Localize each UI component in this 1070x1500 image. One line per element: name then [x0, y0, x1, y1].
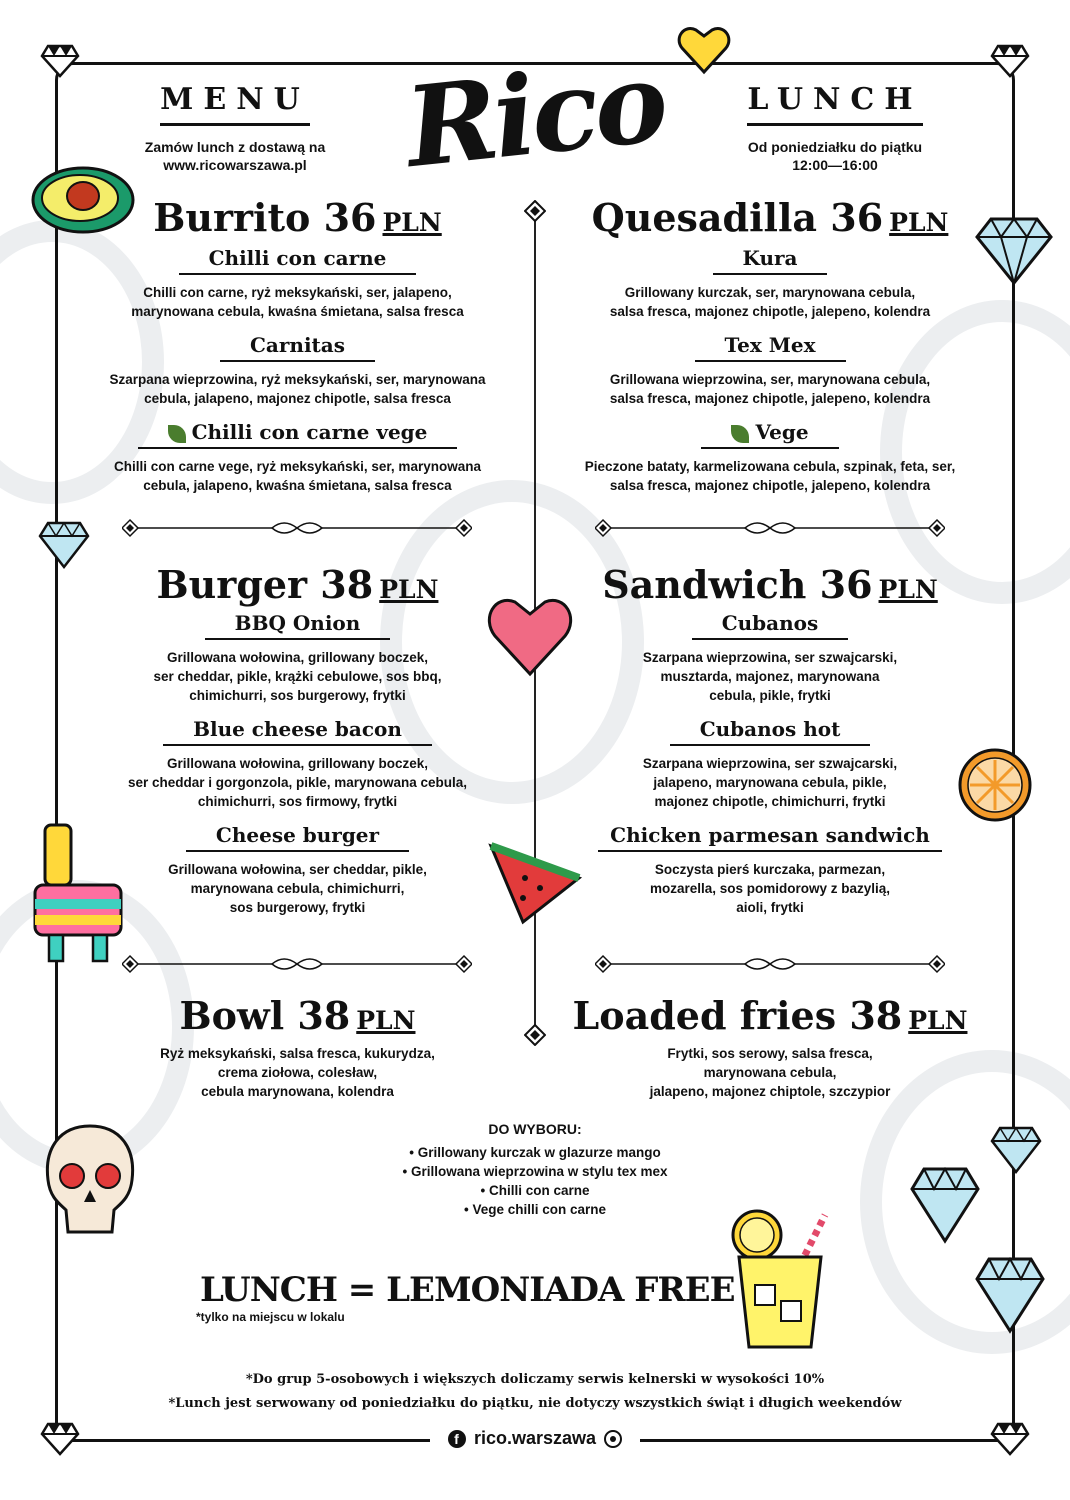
item-description: Grillowana wieprzowina, ser, marynowana cebula, salsa fresca, majonez chipotle, jalepeno, kolendra — [609, 372, 931, 406]
promo-title: LUNCH = LEMONIADA FREE — [200, 1270, 735, 1310]
item-name: Chilli con carne — [179, 246, 417, 275]
item-name: Carnitas — [220, 333, 375, 362]
item-description: Szarpana wieprzowina, ser szwajcarski, jalapeno, marynowana cebula, pikle, majonez chipotle, chimichurri, frytki — [642, 756, 898, 809]
promo-note: *tylko na miejscu w lokalu — [196, 1310, 345, 1324]
facebook-icon[interactable]: f — [448, 1430, 466, 1448]
days-text: Od poniedziałku do piątku — [747, 139, 923, 155]
choice-option: • Vege chilli con carne — [463, 1202, 607, 1217]
section-title: Burrito 36 PLN — [153, 195, 442, 240]
diamond-icon — [990, 1420, 1030, 1458]
section-quesadilla — [545, 195, 995, 495]
section-loaded-fries — [545, 993, 995, 1101]
item-name: Blue cheese bacon — [163, 717, 432, 746]
item-description: Szarpana wieprzowina, ser szwajcarski, musztarda, majonez, marynowana cebula, pikle, frytki — [642, 650, 898, 703]
choice-option: • Grillowana wieprzowina w stylu tex mex — [402, 1164, 668, 1179]
section-sandwich — [545, 562, 995, 917]
item-description: Soczysta pierś kurczaka, parmezan, mozarella, sos pomidorowy z bazylią, aioli, frytki — [649, 862, 891, 915]
choice-heading: DO WYBORU: — [488, 1121, 582, 1137]
section-title: Quesadilla 36 PLN — [591, 195, 949, 240]
yellow-heart-icon — [676, 22, 732, 78]
item-name: Cheese burger — [186, 823, 409, 852]
diamond-icon — [40, 42, 80, 80]
watermelon-icon — [485, 838, 585, 928]
blue-diamond-icon — [990, 1125, 1042, 1175]
header-right — [715, 82, 955, 174]
blue-diamond-icon — [975, 1255, 1045, 1335]
item-description: Grillowany kurczak, ser, marynowana cebula, salsa fresca, majonez chipotle, jalepeno, kolendra — [609, 285, 931, 319]
item-description: Grillowana wołowina, grillowany boczek, ser cheddar i gorgonzola, pikle, marynowana cebula, chimichurri, sos firmowy, frytki — [127, 756, 468, 809]
diamond-icon — [40, 1420, 80, 1458]
ornament-divider — [595, 954, 945, 974]
footnote-service-charge: *Do grup 5-osobowych i większych doliczamy serwis kelnerski w wysokości 10% — [245, 1372, 825, 1387]
item-name: Tex Mex — [695, 333, 846, 362]
sugar-skull-icon — [40, 1120, 140, 1240]
section-title: Bowl 38 PLN — [179, 993, 416, 1038]
choice-option: • Grillowany kurczak w glazurze mango — [409, 1145, 661, 1160]
blue-diamond-icon — [38, 520, 90, 570]
item-name: Cubanos hot — [670, 717, 871, 746]
orange-slice-icon — [955, 745, 1035, 825]
instagram-icon[interactable] — [604, 1430, 622, 1448]
section-title: Loaded fries 38 PLN — [572, 993, 968, 1038]
item-description: Grillowana wołowina, ser cheddar, pikle, marynowana cebula, chimichurri, sos burgerowy, frytki — [168, 862, 427, 915]
item-name: Kura — [713, 246, 828, 275]
social-bar — [430, 1428, 640, 1454]
choice-list — [335, 1120, 735, 1219]
website-text[interactable]: www.ricowarszawa.pl — [163, 157, 307, 173]
social-handle[interactable]: rico.warszawa — [473, 1428, 597, 1448]
lunch-title: LUNCH — [747, 82, 922, 126]
pinata-icon — [15, 815, 125, 965]
item-name: BBQ Onion — [205, 611, 391, 640]
ornament-divider — [595, 518, 945, 538]
blue-diamond-icon — [910, 1165, 980, 1245]
item-description: Chilli con carne, ryż meksykański, ser, jalapeno, marynowana cebula, kwaśna śmietana, salsa fresca — [131, 285, 464, 319]
item-name-vege: Chilli con carne vege — [138, 420, 458, 449]
menu-title: MENU — [160, 82, 310, 126]
section-title: Burger 38 PLN — [156, 562, 439, 607]
ornament-divider — [122, 518, 472, 538]
item-name: Cubanos — [692, 611, 849, 640]
delivery-text: Zamów lunch z dostawą na — [144, 139, 326, 155]
ornament-divider — [122, 954, 472, 974]
choice-option: • Chilli con carne — [480, 1183, 590, 1198]
item-description: Szarpana wieprzowina, ryż meksykański, ser, marynowana cebula, jalapeno, majonez chipotle, salsa fresca — [109, 372, 486, 406]
section-burger — [70, 562, 525, 917]
center-divider-diamond — [524, 200, 546, 222]
logo-text: Rico — [400, 36, 670, 193]
section-burrito — [70, 195, 525, 495]
hours-text: 12:00—16:00 — [792, 157, 878, 173]
item-description: Frytki, sos serowy, salsa fresca, marynowana cebula, jalapeno, majonez chiptole, szczypior — [649, 1046, 891, 1099]
section-title: Sandwich 36 PLN — [602, 562, 938, 607]
leaf-icon — [731, 425, 749, 443]
section-bowl — [70, 993, 525, 1101]
item-description: Pieczone bataty, karmelizowana cebula, szpinak, feta, ser, salsa fresca, majonez chipotle, jalepeno, kolendra — [584, 459, 956, 493]
leaf-icon — [168, 425, 186, 443]
diamond-icon — [990, 42, 1030, 80]
footnotes — [130, 1368, 940, 1416]
item-name: Chicken parmesan sandwich — [598, 823, 942, 852]
item-description: Grillowana wołowina, grillowany boczek, ser cheddar, pikle, krążki cebulowe, sos bbq, chimichurri, sos burgerowy, frytki — [153, 650, 442, 703]
center-divider-diamond — [524, 1024, 546, 1046]
pink-heart-icon — [485, 590, 575, 680]
avocado-icon — [25, 160, 135, 240]
lemonade-glass-icon — [725, 1205, 840, 1355]
item-description: Ryż meksykański, salsa fresca, kukurydza, crema ziołowa, colesław, cebula marynowana, kolendra — [160, 1046, 435, 1099]
header-left — [105, 82, 365, 174]
item-name-vege: Vege — [701, 420, 838, 449]
item-description: Chilli con carne vege, ryż meksykański, ser, marynowana cebula, jalapeno, kwaśna śmietana, salsa fresca — [114, 459, 481, 493]
footnote-lunch-days: *Lunch jest serwowany od poniedziałku do piątku, nie dotyczy wszystkich świąt i długich weekendów — [168, 1396, 902, 1411]
logo — [395, 36, 675, 193]
blue-diamond-icon — [975, 215, 1053, 287]
